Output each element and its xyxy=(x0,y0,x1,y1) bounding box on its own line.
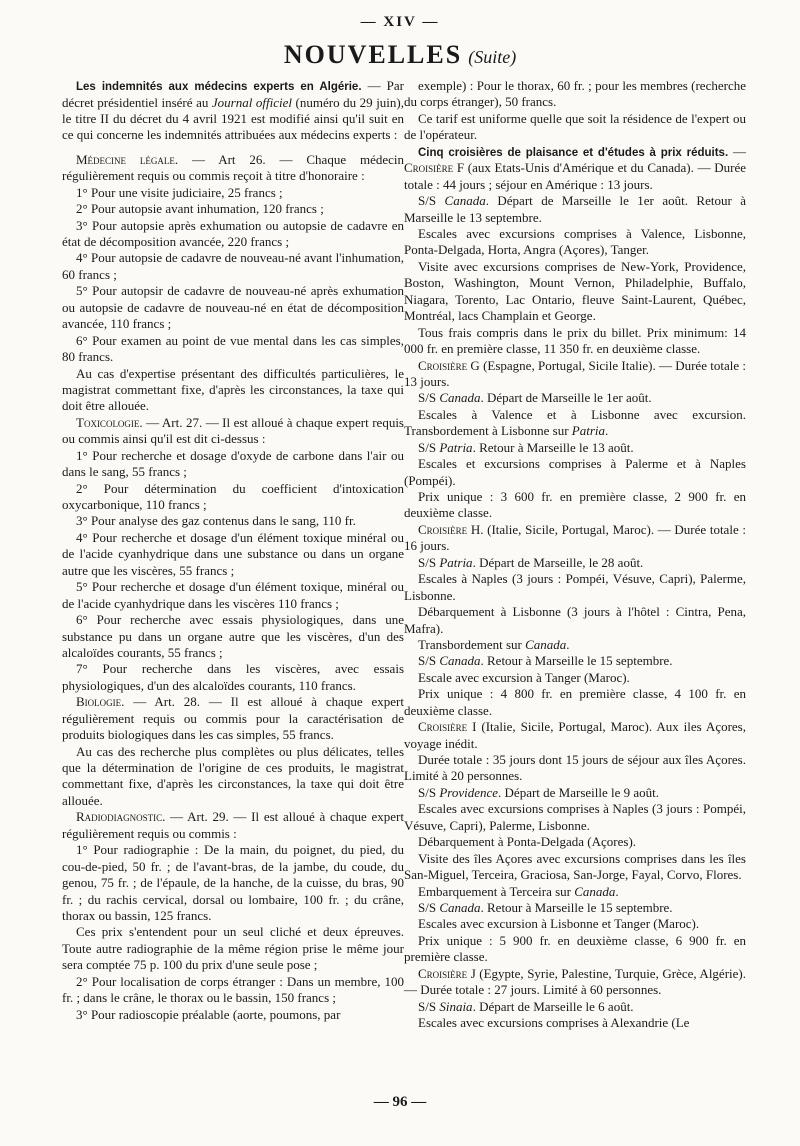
article-heading: Les indemnités aux médecins experts en Algérie. xyxy=(76,81,362,93)
paragraph: Prix unique : 5 900 fr. en deuxième classe, 6 900 fr. en première classe. xyxy=(404,932,746,965)
paragraph: Ce tarif est uniforme quelle que soit la résidence de l'expert ou de l'opérateur. xyxy=(404,110,746,143)
title-text: NOUVELLES xyxy=(283,40,463,69)
list-item: 5° Pour autopsir de cadavre de nouveau-né après exhumation ou autopsie de cadavre de nouveau-né en état de décomposition avancée, 110 francs ; xyxy=(62,283,404,332)
ship-name: Canada xyxy=(439,899,481,915)
ship-name: Patria xyxy=(439,439,473,455)
paragraph: Escales avec excursions comprises à Naples (3 jours : Pompéi, Vésuve, Capri), Palerme, Lisbonne. xyxy=(404,801,746,833)
list-item: 1° Pour radiographie : De la main, du poignet, du pied, du cou-de-pied, 50 fr. ; de l'avant-bras, de la jambe, du coude, du genou, 75 fr. ; de l'épaule, de la hanche, de la cuisse, du bras, 90 fr. ; du rachis cervical, dorsal ou lombaire, 100 fr. ; du crâne, thorax ou bassin, 125 francs. xyxy=(62,842,404,923)
ship-name: Canada xyxy=(574,883,616,899)
paragraph: Au cas des recherche plus complètes ou plus délicates, telles que la détermination de l'origine de ces produits, le magistrat commettant fixe, d'après les circonstances, la taxe qui doit être allouée. xyxy=(62,743,404,808)
paragraph: Escales à Naples (3 jours : Pompéi, Vésuve, Capri), Palerme, Lisbonne. xyxy=(404,571,746,603)
list-item: 3° Pour autopsie après exhumation ou autopsie de cadavre en état de décomposition avancée, 220 francs ; xyxy=(62,217,404,250)
paragraph: Toxicologie. — Art. 27. — Il est alloué à chaque expert requis ou commis ainsi qu'il est dit ci-dessus : xyxy=(62,414,404,447)
list-item: 3° Pour analyse des gaz contenus dans le sang, 110 fr. xyxy=(76,513,356,529)
article-heading: Cinq croisières de plaisance et d'études à prix réduits. xyxy=(418,146,729,159)
paragraph: S/S Patria. Départ de Marseille, le 28 août. xyxy=(418,554,644,570)
ship-name: Canada xyxy=(525,636,567,652)
page-number: — 96 — xyxy=(373,1094,427,1110)
paragraph: Croisière I (Italie, Sicile, Portugal, Maroc). Aux iles Açores, voyage inédit. xyxy=(404,719,746,751)
list-item: 2° Pour autopsie avant inhumation, 120 francs ; xyxy=(76,201,324,217)
section-label: Croisière xyxy=(418,965,468,981)
paragraph: S/S Canada. Départ de Marseille le 1er août. xyxy=(418,390,652,406)
ship-name: Patria xyxy=(439,554,473,570)
list-item: 7° Pour recherche dans les viscères, avec essais physiologiques, d'un des alcaloïdes courants, 110 francs. xyxy=(62,661,404,693)
paragraph: exemple) : Pour le thorax, 60 fr. ; pour les membres (recherche du corps étranger), 50 francs. xyxy=(404,78,746,110)
ship-name: Canada xyxy=(444,193,486,209)
paragraph: Escales avec excursion à Lisbonne et Tanger (Maroc). xyxy=(418,916,700,932)
ship-name: Providence xyxy=(439,784,499,800)
section-label: Croisière xyxy=(418,357,468,373)
paragraph: Escales avec excursions comprises à Valence, Lisbonne, Ponta-Delgada, Horta, Angra (Açores), Tanger. xyxy=(404,226,746,258)
list-item: 6° Pour recherche avec essais physiologiques, dans une substance pu dans un organe autre que les viscères, d'un des alcaloïdes courants, 55 francs ; xyxy=(62,612,404,660)
paragraph: Visite des îles Açores avec excursions comprises dans les îles San-Miguel, Terceira, Graciosa, San-Jorge, Fayal, Corvo, Flores. xyxy=(404,850,746,883)
paragraph: Transbordement sur Canada. xyxy=(418,636,570,652)
paragraph: Les indemnités aux médecins experts en Algérie. — Par décret présidentiel inséré au Journal officiel (numéro du 29 juin), le titre II du décret du 4 avril 1921 est modifié ainsi qu'il suit en ce qui concerne les indemnités attribuées aux médecins experts : xyxy=(62,78,405,143)
title-suffix: (Suite) xyxy=(468,47,517,67)
journal-name: Journal officiel xyxy=(211,94,292,110)
list-item: 5° Pour recherche et dosage d'un élément toxique, minéral ou de l'acide cyanhydrique dans les viscères 110 francs ; xyxy=(62,579,404,611)
paragraph: Tous frais compris dans le prix du billet. Prix minimum: 14 000 fr. en première classe, 11 350 fr. en deuxième classe. xyxy=(404,324,746,357)
paragraph: Escale avec excursion à Tanger (Maroc). xyxy=(418,669,630,685)
paragraph: Ces prix s'entendent pour un seul cliché et deux épreuves. Toute autre radiographie de la même région prise le même jour sera comptée 75 p. 100 du prix d'une seule pose ; xyxy=(62,924,404,973)
list-item: 4° Pour autopsie de cadavre de nouveau-né avant l'inhumation, 60 francs ; xyxy=(62,250,404,282)
paragraph: Débarquement à Lisbonne (3 jours à l'hôtel : Cintra, Pena, Mafra). xyxy=(404,604,746,636)
paragraph: Escales et excursions comprises à Palerme et à Naples (Pompéi). xyxy=(404,456,746,488)
folio: — XIV — xyxy=(360,14,440,30)
paragraph: Radiodiagnostic. — Art. 29. — Il est alloué à chaque expert régulièrement requis ou commis : xyxy=(62,809,404,841)
section-label: Médecine légale. xyxy=(76,151,179,167)
paragraph: Durée totale : 35 jours dont 15 jours de séjour aux îles Açores. Limité à 20 personnes. xyxy=(404,752,746,784)
section-label: Toxicologie. xyxy=(76,414,143,430)
paragraph: Médecine légale. — Art 26. — Chaque médecin régulièrement requis ou commis reçoit à titre d'honoraire : xyxy=(62,151,405,184)
paragraph: Croisière G (Espagne, Portugal, Sicile Italie). — Durée totale : 13 jours. xyxy=(404,357,746,389)
paragraph: Croisière J (Egypte, Syrie, Palestine, Turquie, Grèce, Algérie). — Durée totale : 27 jours. Limité à 60 personnes. xyxy=(404,965,746,998)
list-item: 1° Pour recherche et dosage d'oxyde de carbone dans l'air ou dans le sang, 55 francs ; xyxy=(62,447,404,480)
ship-name: Canada xyxy=(439,653,481,669)
list-item: 4° Pour recherche et dosage d'un élément toxique minéral ou de l'acide cyanhydrique dans une substance ou dans un organe autre que les viscères, 55 francs ; xyxy=(62,529,404,578)
list-item: 3° Pour radioscopie préalable (aorte, poumons, par xyxy=(76,1006,341,1022)
page-title xyxy=(0,40,800,70)
paragraph: S/S Sinaia. Départ de Marseille le 6 août. xyxy=(418,998,634,1014)
list-item: 6° Pour examen au point de vue mental dans les cas simples, 80 francs. xyxy=(62,332,404,365)
list-item: 2° Pour détermination du coefficient d'intoxication oxycarbonique, 110 francs ; xyxy=(62,480,404,513)
right-column xyxy=(404,78,746,1031)
list-item: 2° Pour localisation de corps étranger : Dans un membre, 100 fr. ; dans le crâne, le thorax ou le bassin, 150 francs ; xyxy=(62,973,404,1006)
ship-name: Patria xyxy=(571,423,606,439)
left-column xyxy=(62,78,404,1023)
paragraph: S/S Providence. Départ de Marseille le 9 août. xyxy=(418,784,660,800)
paragraph: Prix unique : 4 800 fr. en première classe, 4 100 fr. en deuxième classe. xyxy=(404,686,746,718)
paragraph: Biologie. — Art. 28. — Il est alloué à chaque expert régulièrement requis ou commis pour la caractérisation de produits biologiques dans les cas simples, 55 francs. xyxy=(62,694,404,743)
section-label: Croisière xyxy=(418,521,468,537)
list-item: 1° Pour une visite judiciaire, 25 francs ; xyxy=(76,184,283,200)
paragraph: Débarquement à Ponta-Delgada (Açores). xyxy=(418,834,637,850)
paragraph: S/S Canada. Retour à Marseille le 15 septembre. xyxy=(418,899,673,915)
section-label: Biologie. xyxy=(76,694,125,710)
paragraph: Visite avec excursions comprises de New-York, Providence, Boston, Washington, Mount Vernon, Philadelphie, Buffalo, Niagara, Torento, Lac Ontario, fleuve Saint-Laurent, Québec, Montréal, lacs Champlain et George. xyxy=(404,258,746,324)
paragraph: Cinq croisières de plaisance et d'études à prix réduits. — Croisière F (aux Etats-Unis d'Amérique et du Canada). — Durée totale : 44 jours ; séjour en Amérique : 13 jours. xyxy=(404,143,747,192)
section-label: Croisière xyxy=(418,719,468,735)
paragraph: Embarquement à Terceira sur Canada. xyxy=(418,883,619,899)
paragraph: S/S Patria. Retour à Marseille le 13 août. xyxy=(418,439,634,455)
paragraph: Escales à Valence et à Lisbonne avec excursion. Transbordement à Lisbonne sur Patria. xyxy=(404,406,746,439)
paragraph: Prix unique : 3 600 fr. en première classe, 2 900 fr. en deuxième classe. xyxy=(404,489,746,521)
ship-name: Sinaia xyxy=(439,998,473,1014)
ship-name: Canada xyxy=(439,390,481,406)
paragraph: S/S Canada. Départ de Marseille le 1er août. Retour à Marseille le 13 septembre. xyxy=(404,193,747,225)
section-label: Radiodiagnostic. xyxy=(76,809,166,825)
paragraph: S/S Canada. Retour à Marseille le 15 septembre. xyxy=(418,653,673,669)
paragraph: Croisière H. (Italie, Sicile, Portugal, Maroc). — Durée totale : 16 jours. xyxy=(404,521,746,554)
paragraph: Au cas d'expertise présentant des difficultés particulières, le magistrat commettant fixe, d'après les circonstances, la taxe qui doit être allouée. xyxy=(62,365,404,414)
paragraph: Escales avec excursions comprises à Alexandrie (Le xyxy=(418,1015,690,1031)
